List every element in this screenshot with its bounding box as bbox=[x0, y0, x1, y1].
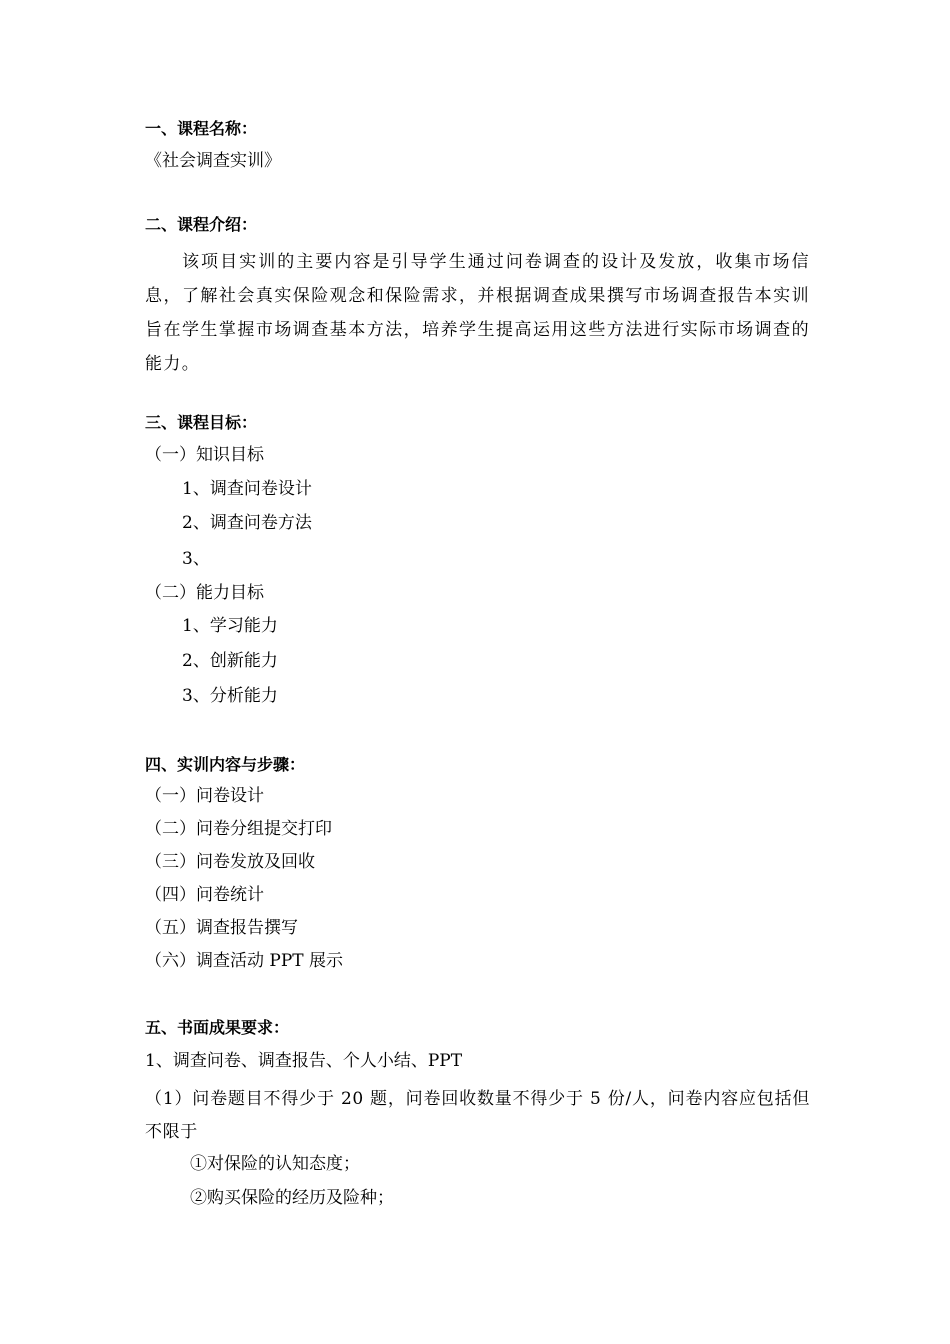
knowledge-goal-title: （一）知识目标 bbox=[145, 445, 264, 465]
course-name: 《社会调查实训》 bbox=[145, 151, 281, 171]
ability-goal-item: 3、分析能力 bbox=[182, 686, 278, 706]
training-step-item: （四）问卷统计 bbox=[145, 885, 264, 905]
training-step-item: （三）问卷发放及回收 bbox=[145, 852, 315, 872]
section-4-heading: 四、实训内容与步骤： bbox=[145, 755, 306, 774]
ability-goal-item: 1、学习能力 bbox=[182, 616, 278, 636]
training-step-item: （一）问卷设计 bbox=[145, 786, 264, 806]
written-output-item: 1、调查问卷、调查报告、个人小结、PPT bbox=[145, 1051, 463, 1071]
questionnaire-requirement-paragraph: （1）问卷题目不得少于 20 题，问卷回收数量不得少于 5 份/人，问卷内容应包括但不限于 bbox=[145, 1089, 810, 1142]
training-step-item: （五）调查报告撰写 bbox=[145, 918, 298, 938]
course-introduction-paragraph: 该项目实训的主要内容是引导学生通过问卷调查的设计及发放，收集市场信息，了解社会真实保险观念和保险需求，并根据调查成果撰写市场调查报告本实训旨在学生掌握市场调查基本方法，培养学生提高运用这些方法进行实际市场调查的能力。 bbox=[145, 252, 810, 374]
section-2-heading: 二、课程介绍： bbox=[145, 215, 258, 234]
section-3-heading: 三、课程目标： bbox=[145, 413, 258, 432]
section-1-heading: 一、课程名称： bbox=[145, 119, 258, 138]
section-5-heading: 五、书面成果要求： bbox=[145, 1018, 290, 1037]
knowledge-goal-item: 2、调查问卷方法 bbox=[182, 513, 312, 533]
ability-goal-item: 2、创新能力 bbox=[182, 651, 278, 671]
knowledge-goal-item: 1、调查问卷设计 bbox=[182, 479, 312, 499]
questionnaire-content-item: ②购买保险的经历及险种； bbox=[190, 1188, 394, 1208]
questionnaire-content-item: ①对保险的认知态度； bbox=[190, 1154, 360, 1174]
knowledge-goal-item: 3、 bbox=[182, 549, 210, 569]
training-step-item: （六）调查活动 PPT 展示 bbox=[145, 951, 344, 971]
training-step-item: （二）问卷分组提交打印 bbox=[145, 819, 332, 839]
ability-goal-title: （二）能力目标 bbox=[145, 583, 264, 603]
